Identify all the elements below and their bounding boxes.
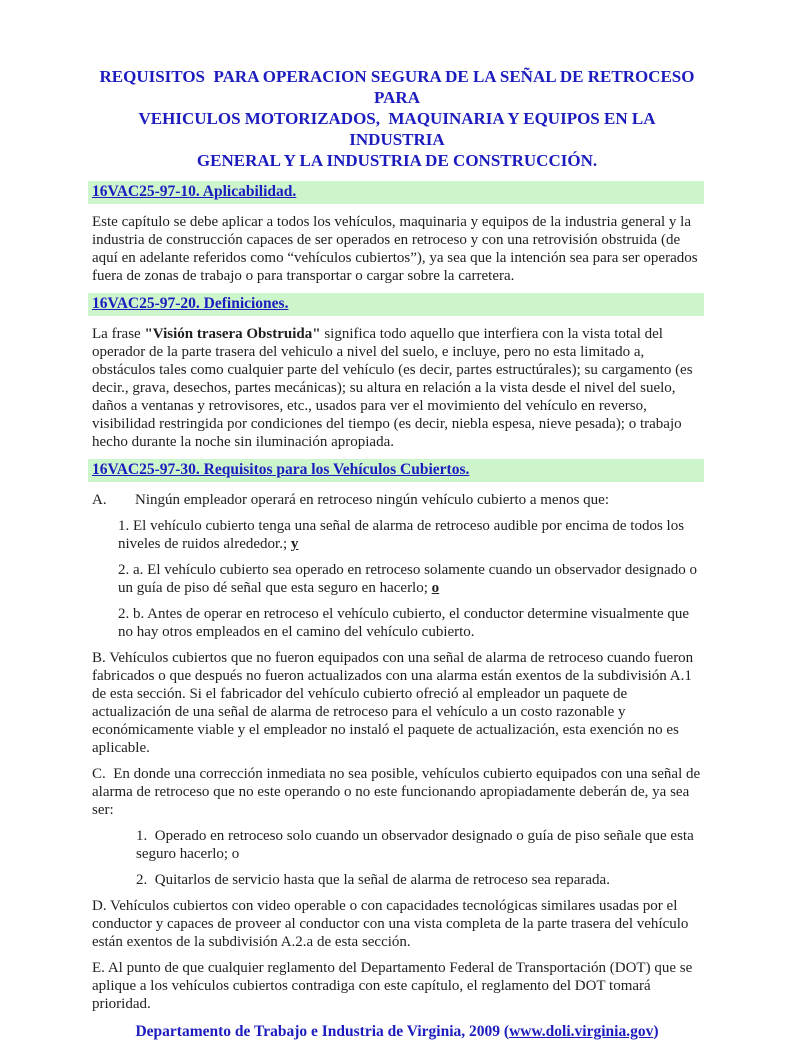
item-c2: 2. Quitarlos de servicio hasta que la señal de alarma de retroceso sea reparada. — [136, 872, 610, 888]
page-title-line-2: VEHICULOS MOTORIZADOS, MAQUINARIA Y EQUIPOS EN LA INDUSTRIA — [138, 109, 660, 149]
item-a2b: 2. b. Antes de operar en retroceso el vehículo cubierto, el conductor determine visualmente que no hay otros empleados en el camino del vehículo cubierto. — [118, 606, 693, 640]
section-heading-definitions — [88, 293, 704, 316]
item-a — [92, 491, 702, 509]
item-a2a-text: 2. a. El vehículo cubierto sea operado en retroceso solamente cuando un observador designado o un guía de piso dé señal que esta seguro en hacerlo; — [118, 562, 701, 596]
paragraph-c: C. En donde una corrección inmediata no sea posible, vehículos cubierto equipados con una señal de alarma de retroceso que no este operando o no este funcionando apropiadamente deberán de, ya sea ser: — [92, 766, 704, 818]
item-a1 — [118, 517, 702, 553]
section-heading-applicability — [88, 181, 704, 204]
item-a-label: A. — [92, 492, 107, 508]
item-a1-text: 1. El vehículo cubierto tenga una señal de alarma de retroceso audible por encima de todos los niveles de ruidos alrededor.; — [118, 518, 688, 552]
paragraph-b: B. Vehículos cubiertos que no fueron equipados con una señal de alarma de retroceso cuando fueron fabricados o que después no fueron actualizados con una alarma están exentos de la subdivisión A.1 de esta sección. Si el fabricador del vehículo cubierto ofreció al empleador un paquete de actualización de una señal de alarma de retroceso para el vehículo a un costo razonable y económicamente viable y el empleador no instaló el paquete de actualización, esta exención no es aplicable. — [92, 650, 697, 756]
paragraph-e: E. Al punto de que cualquier reglamento del Departamento Federal de Transportación (DOT) que se aplique a los vehículos cubiertos contradiga con este capítulo, el reglamento del DOT tomará prioridad. — [92, 960, 696, 1012]
item-c1: 1. Operado en retroceso solo cuando un observador designado o guía de piso señale que esta seguro hacerlo; o — [136, 828, 698, 862]
item-a2a — [118, 561, 702, 597]
definitions-body: significa todo aquello que interfiera con la vista total del operador de la parte trasera del vehiculo a nivel del suelo, e incluye, pero no esta limitado a, obstáculos tales como cualquier parte del vehículo (es decir, partes estructúrales); su cargamento (es decir., grava, desechos, partes mecánicas); su altura en relación a la vista desde el nivel del suelo, daños a ventanas y retrovisores, etc., usados para ver el movimiento del vehículo en reverso, visibilidad restringida por condiciones del tiempo (es decir, niebla espesa, nieve pesada); o trabajo hecho durante la noche sin iluminación apropiada. — [92, 326, 697, 450]
item-a-text: Ningún empleador operará en retroceso ningún vehículo cubierto a menos que: — [135, 492, 610, 508]
footer-suffix: ) — [653, 1023, 659, 1040]
section-heading-requirements-text: 16VAC25-97-30. Requisitos para los Vehículos Cubiertos. — [92, 461, 470, 478]
paragraph-d: D. Vehículos cubiertos con video operable o con capacidades tecnológicas similares usadas por el conductor y capaces de proveer al conductor con una vista completa de la parte trasera del vehículo están exentos de la subdivisión A.2.a de esta sección. — [92, 898, 693, 950]
item-a1-conjunction: y — [290, 536, 299, 552]
section-heading-applicability-text: 16VAC25-97-10. Aplicabilidad. — [92, 183, 297, 200]
page-title-line-1: REQUISITOS PARA OPERACION SEGURA DE LA SEÑAL DE RETROCESO PARA — [99, 67, 699, 107]
page-title-line-3: GENERAL Y LA INDUSTRIA DE CONSTRUCCIÓN. — [196, 151, 598, 170]
doli-website-link[interactable]: www.doli.virginia.gov — [509, 1023, 654, 1040]
section-heading-definitions-text: 16VAC25-97-20. Definiciones. — [92, 295, 289, 312]
page-title — [92, 66, 702, 171]
item-a2a-conjunction: o — [431, 580, 440, 596]
paragraph-definitions — [92, 325, 702, 451]
footer-prefix: Departamento de Trabajo e Industria de Virginia, 2009 ( — [135, 1023, 510, 1040]
page-footer — [92, 1023, 702, 1041]
paragraph-applicability: Este capítulo se debe aplicar a todos los vehículos, maquinaria y equipos de la industria general y la industria de construcción capaces de ser operados en retroceso y con una retrovisión obstruida (de aquí en adelante referidos como “vehículos cubiertos”), ya sea que la intención sea para ser operados fuera de zonas de trabajo o para transportar o cargar sobre la carretera. — [92, 214, 702, 284]
definition-term: "Visión trasera Obstruida" — [144, 326, 321, 342]
section-heading-requirements — [88, 459, 704, 482]
definitions-lead: La frase — [92, 326, 145, 342]
